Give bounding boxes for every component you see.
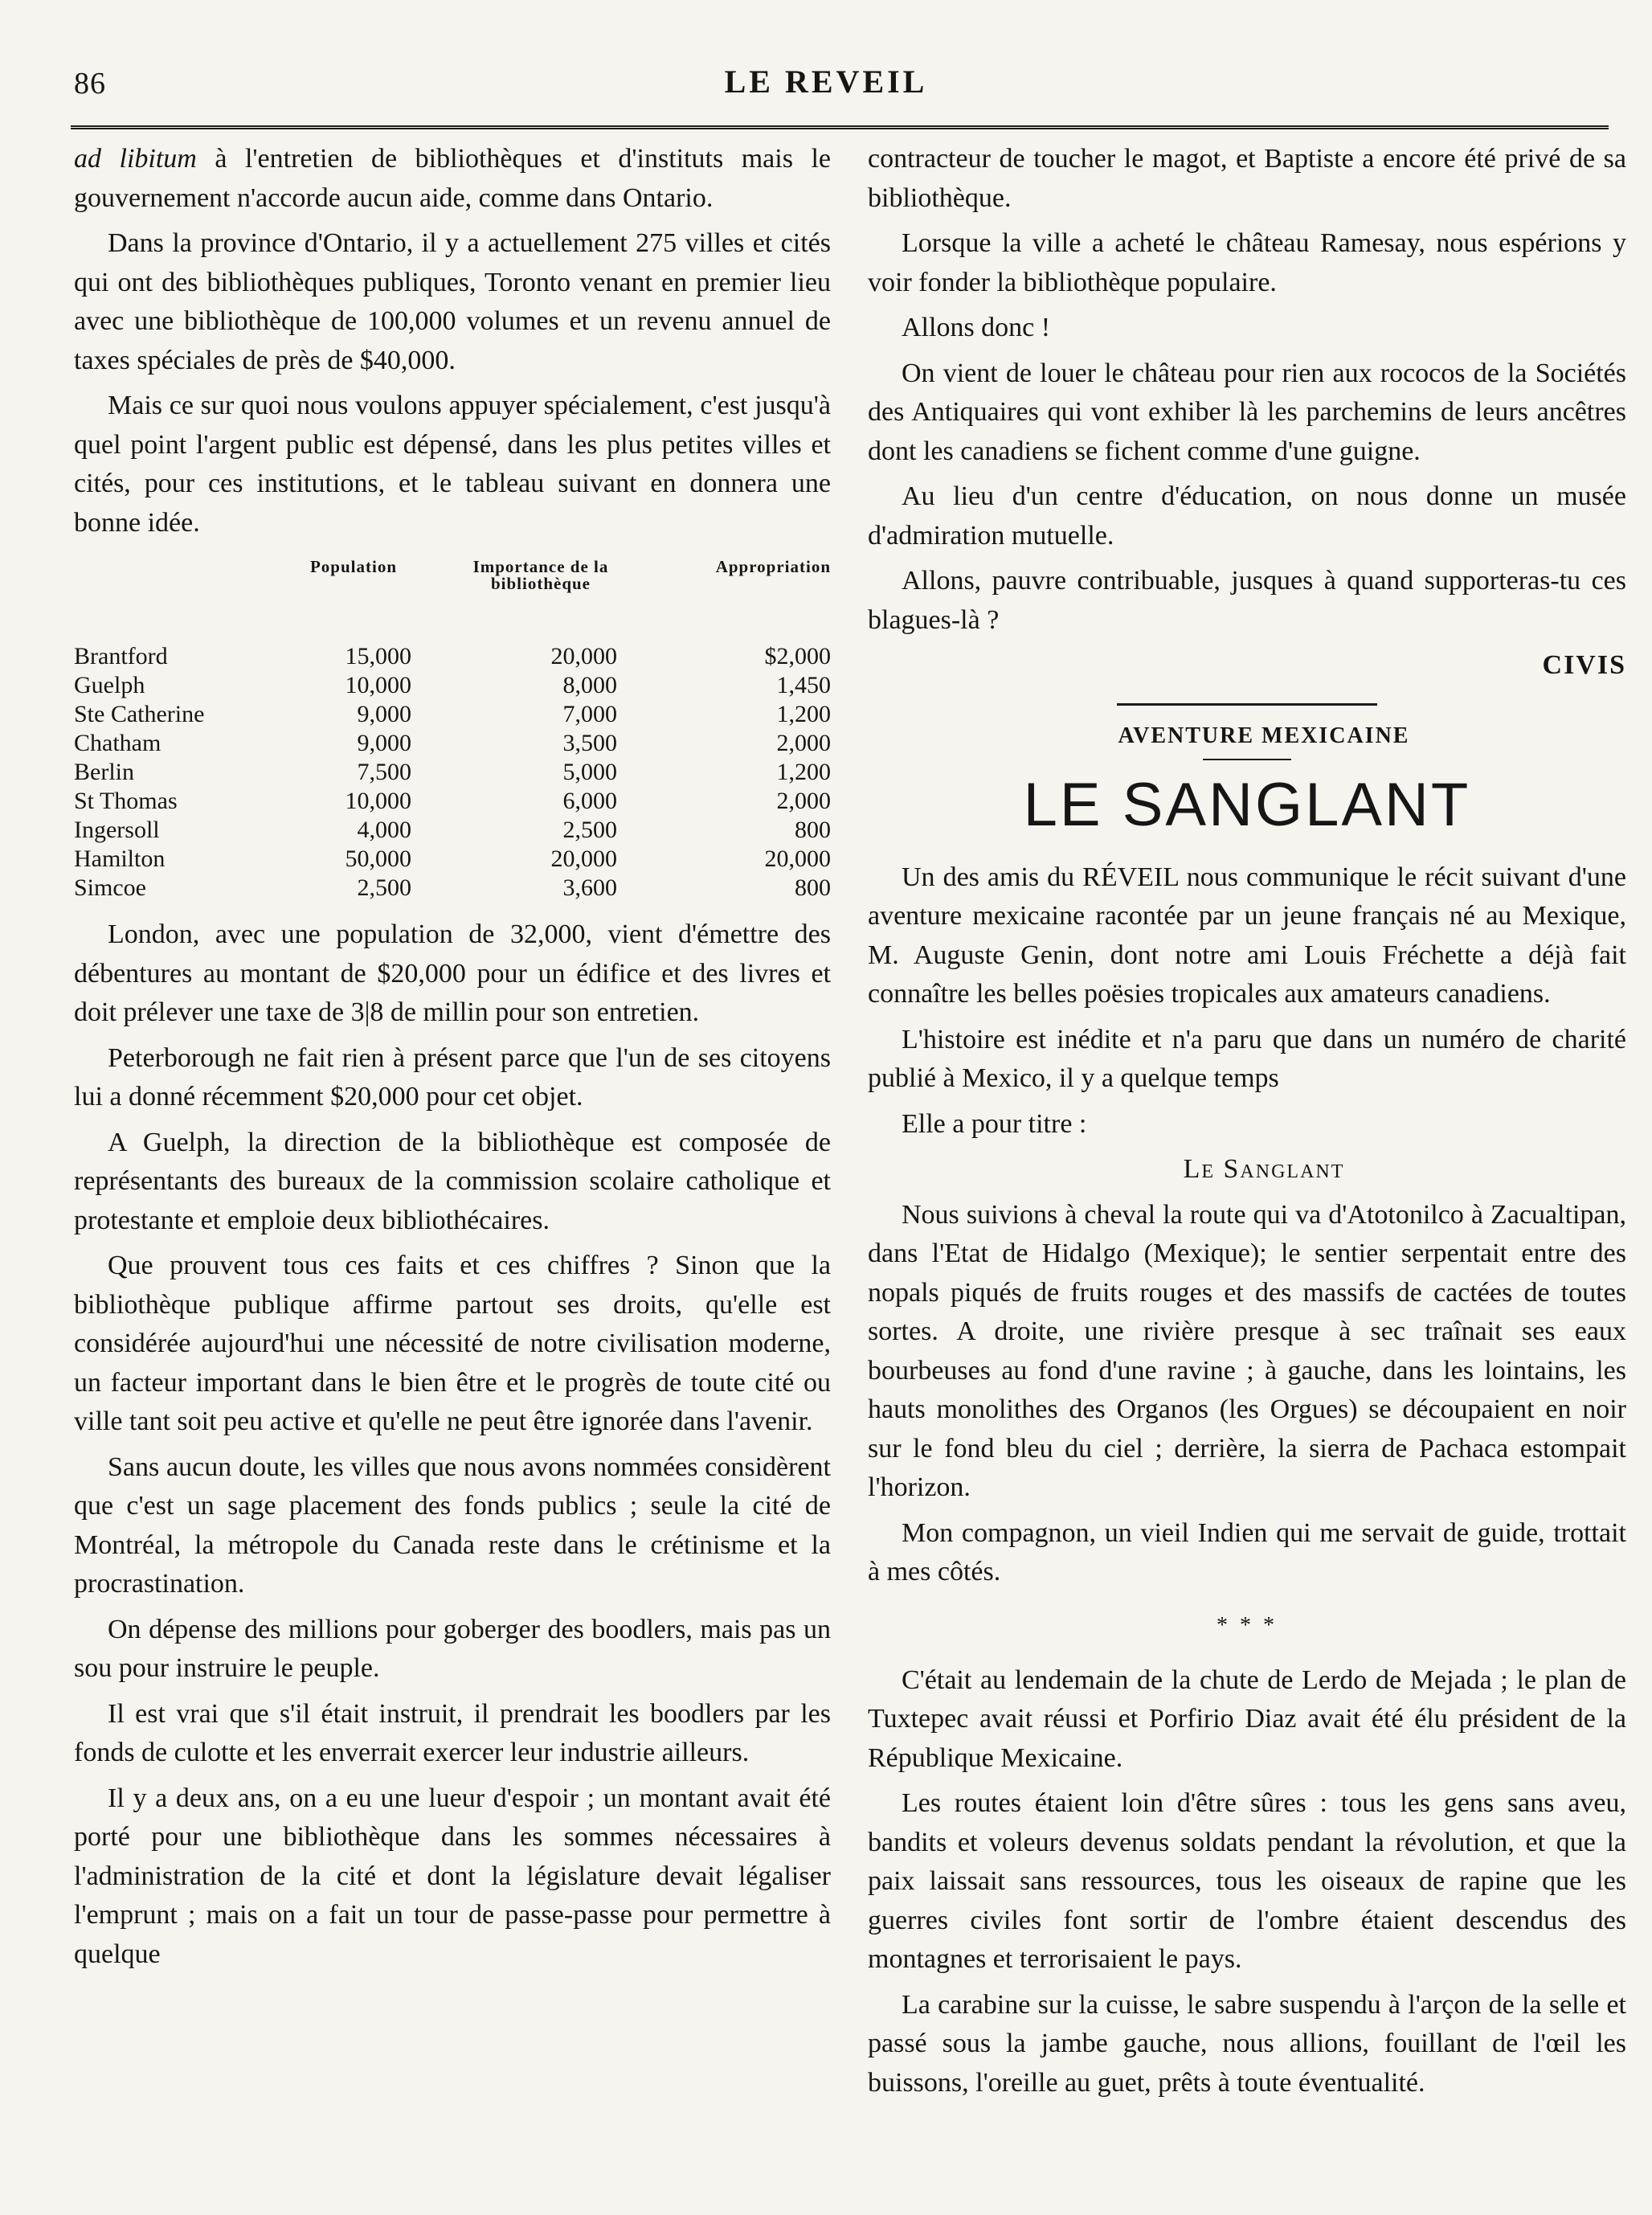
population-cell: 9,000 [357,730,411,756]
table-row [74,787,831,816]
city-cell: Ingersoll [74,817,160,843]
signature: CIVIS [1542,650,1626,680]
paragraph: Au lieu d'un centre d'éducation, on nous donne un musée d'admiration mutuelle. [868,481,1626,551]
table-row [74,758,831,787]
paragraph: L'histoire est inédite et n'a paru que dans un numéro de charité publié à Mexico, il y a quelque temps [868,1024,1626,1093]
table-row [74,671,831,700]
paragraph: Il est vrai que s'il était instruit, il prendrait les boodlers par les fonds de culotte et les enverrait exercer leur industrie ailleurs. [74,1698,831,1767]
paragraph: Mon compagnon, un vieil Indien qui me servait de guide, trottait à mes côtés. [868,1517,1626,1587]
population-cell: 2,500 [357,874,411,901]
table-row [74,642,831,671]
story-subtitle: Le Sanglant [1183,1154,1345,1184]
city-cell: Hamilton [74,845,166,872]
population-cell: 10,000 [345,672,411,698]
paragraph: La carabine sur la cuisse, le sabre suspendu à l'arçon de la selle et passé sous la jambe gauche, nous allions, fouillant de l'œil les buissons, l'oreille au guet, prêts à toute éventualité. [868,1989,1626,2098]
paragraph: Les routes étaient loin d'être sûres : tous les gens sans aveu, bandits et voleurs devenus soldats pendant la révolution, et que la paix laissait sans ressources, tous les oiseaux de rapine que les guerres civiles font sortir de l'ombre étaient descendus des montagnes et terrorisaient le pays. [868,1788,1626,1974]
appropriation-cell: 1,200 [776,701,831,727]
kicker-underline [1203,759,1291,760]
asterism: * * * [1217,1612,1278,1638]
paragraph: On vient de louer le château pour rien aux rococos de la Sociétés des Antiquaires qui vont exhiber là les parchemins de leurs ancêtres dont les canadiens se fichent comme d'une guigne. [868,358,1626,466]
importance-cell: 3,600 [562,874,617,901]
section-divider [1117,703,1377,706]
paragraph: Allons donc ! [902,313,1051,342]
appropriation-cell: 1,450 [776,672,831,698]
appropriation-cell: 800 [795,874,831,901]
population-cell: 10,000 [345,788,411,814]
table-row [74,845,831,874]
city-cell: St Thomas [74,788,178,814]
paragraph: C'était au lendemain de la chute de Lerdo de Mejada ; le plan de Tuxtepec avait réussi et Porfirio Diaz avait été élu président de la République Mexicaine. [868,1664,1626,1773]
article-kicker: AVENTURE MEXICAINE [1118,723,1410,748]
paragraph: A Guelph, la direction de la bibliothèque est composée de représentants des bureaux de la commission scolaire catholique et protestante et emploie deux bibliothécaires. [74,1127,831,1235]
importance-cell: 2,500 [562,817,617,843]
population-cell: 4,000 [357,817,411,843]
column-header-population: Population [309,557,398,576]
italic-phrase: ad libitum [74,144,197,174]
paragraph: contracteur de toucher le magot, et Baptiste a encore été privé de sa bibliothèque. [868,144,1626,213]
column-header-importance: Importance de la bibliothèque [472,557,609,593]
header-rule [71,125,1609,129]
table-row [74,700,831,729]
city-cell: Brantford [74,643,168,669]
population-cell: 15,000 [345,643,411,669]
appropriation-cell: 20,000 [764,845,831,872]
paragraph: Sans aucun doute, les villes que nous avons nommées considèrent que c'est un sage placement des fonds publics ; seule la cité de Montréal, la métropole du Canada reste dans le crétinisme et la procrastination. [74,1451,831,1599]
importance-cell: 20,000 [550,643,617,669]
left-column [74,140,831,1980]
importance-cell: 8,000 [562,672,617,698]
city-cell: Guelph [74,672,145,698]
city-cell: Berlin [74,759,134,785]
city-cell: Chatham [74,730,162,756]
library-statistics-table [74,559,831,903]
table-row [74,816,831,845]
paragraph: Que prouvent tous ces faits et ces chiffres ? Sinon que la bibliothèque publique affirme partout ses droits, qu'elle est considérée aujourd'hui une nécessité de notre civilisation moderne, un facteur important dans le bien être et le progrès de toute cité ou ville tant soit peu active et qu'elle ne peut être ignorée dans l'avenir. [74,1251,831,1436]
appropriation-cell: 800 [795,817,831,843]
appropriation-cell: 1,200 [776,759,831,785]
paragraph: London, avec une population de 32,000, vient d'émettre des débentures au montant de $20,000 pour un édifice et des livres et doit prélever une taxe de 3|8 de millin pour son entretien. [74,919,831,1027]
paragraph: Mais ce sur quoi nous voulons appuyer spécialement, c'est jusqu'à quel point l'argent public est dépensé, dans les plus petites villes et cités, pour ces institutions, et le tableau suivant en donnera une bonne idée. [74,391,831,538]
article-headline: LE SANGLANT [1023,770,1471,839]
paragraph: Il y a deux ans, on a eu une lueur d'espoir ; un montant avait été porté pour une bibliothèque dans les sommes nécessaires à l'administration de la cité et dont la législature devait légaliser l'emprunt ; mais on a fait un tour de passe-passe pour permettre à quelque [74,1783,831,1969]
table-row [74,729,831,758]
population-cell: 9,000 [357,701,411,727]
paragraph: On dépense des millions pour goberger des boodlers, mais pas un sou pour instruire le peuple. [74,1614,831,1683]
population-cell: 7,500 [357,759,411,785]
appropriation-cell: $2,000 [764,643,831,669]
page-number: 86 [74,67,106,100]
paragraph: Allons, pauvre contribuable, jusques à quand supporteras-tu ces blagues-là ? [868,566,1626,635]
paragraph: Un des amis du RÉVEIL nous communique le récit suivant d'une aventure mexicaine racontée par un jeune français né au Mexique, M. Auguste Genin, dont notre ami Louis Fréchette a déjà fait connaître les belles poësies tropicales aux amateurs canadiens. [868,862,1626,1009]
column-header-appropriation: Appropriation [715,557,831,576]
appropriation-cell: 2,000 [776,730,831,756]
running-title: LE REVEIL [724,63,928,100]
importance-cell: 20,000 [550,845,617,872]
paragraph: Elle a pour titre : [902,1108,1087,1139]
importance-cell: 3,500 [562,730,617,756]
right-column [868,140,1626,2109]
paragraph: ad libitum à l'entretien de bibliothèques et d'instituts mais le gouvernement n'accorde aucun aide, comme dans Ontario. [74,144,831,213]
importance-cell: 5,000 [562,759,617,785]
paragraph: Lorsque la ville a acheté le château Ramesay, nous espérions y voir fonder la bibliothèque populaire. [868,228,1626,297]
paragraph: Dans la province d'Ontario, il y a actuellement 275 villes et cités qui ont des bibliothèques publiques, Toronto venant en premier lieu avec une bibliothèque de 100,000 volumes et un revenu annuel de taxes spéciales de près de $40,000. [74,228,831,375]
appropriation-cell: 2,000 [776,788,831,814]
city-cell: Ste Catherine [74,701,205,727]
paragraph: Nous suivions à cheval la route qui va d'Atotonilco à Zacualtipan, dans l'Etat de Hidalgo (Mexique); le sentier serpentait entre des nopals piqués de fruits rouges et des massifs de cactées de toutes sortes. A droite, une rivière presque à sec traînait ses eaux bourbeuses au fond d'une ravine ; à gauche, dans les lointains, les hauts monolithes des Organos (les Orgues) se découpaient en noir sur le fond bleu du ciel ; derrière, la sierra de Pachaca estompait l'horizon. [868,1199,1626,1502]
population-cell: 50,000 [345,845,411,872]
importance-cell: 7,000 [562,701,617,727]
paragraph: Peterborough ne fait rien à présent parce que l'un de ses citoyens lui a donné récemment $20,000 pour cet objet. [74,1042,831,1112]
importance-cell: 6,000 [562,788,617,814]
city-cell: Simcoe [74,874,146,901]
table-row [74,874,831,903]
